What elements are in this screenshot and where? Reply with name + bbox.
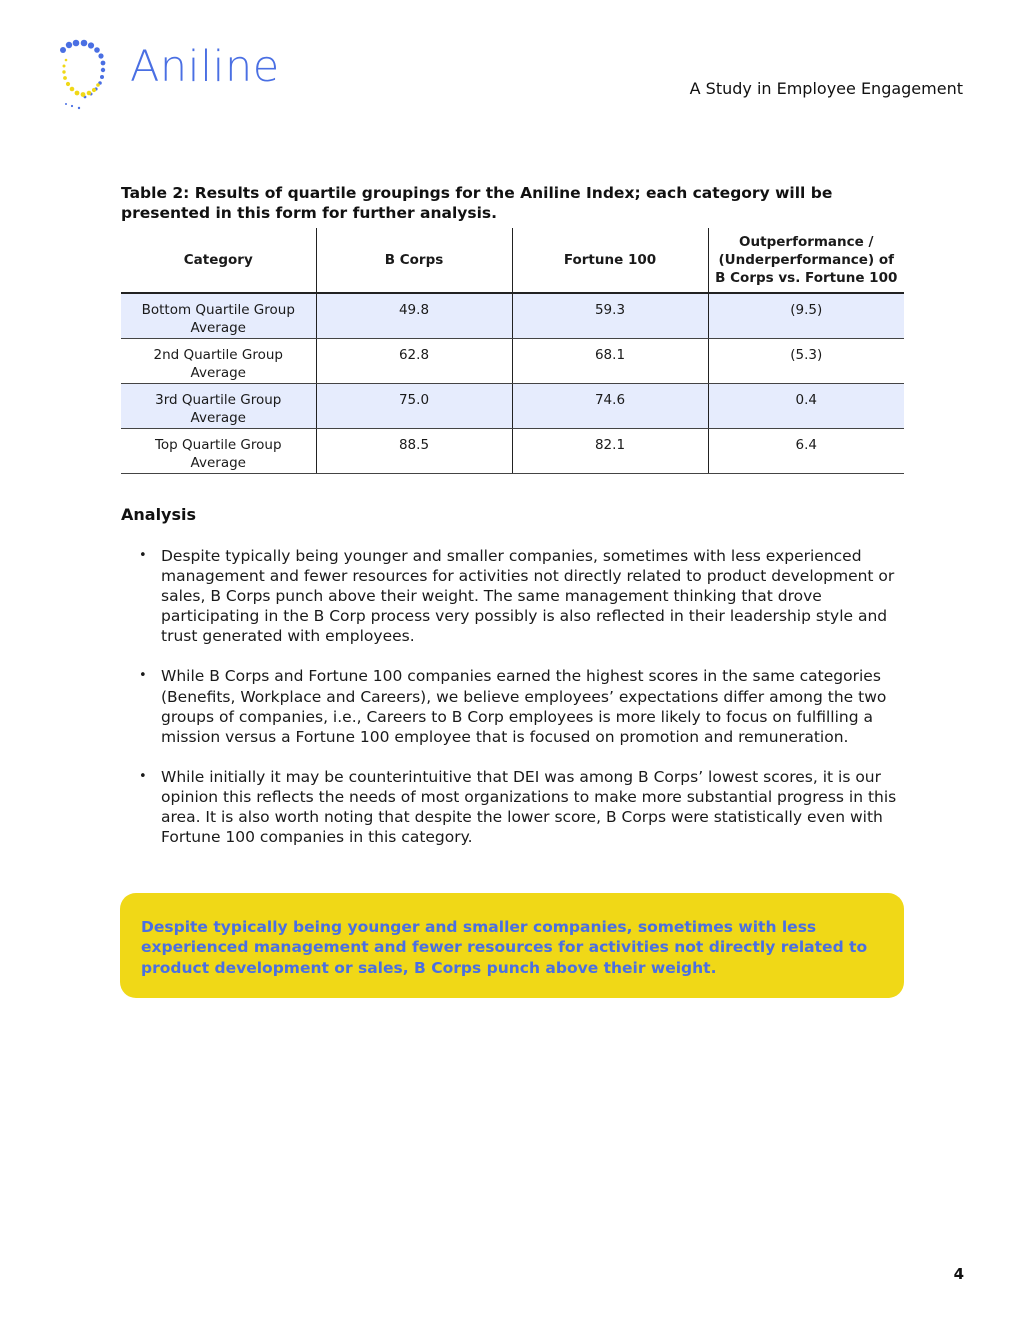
results-table — [121, 228, 904, 474]
list-item-text: While B Corps and Fortune 100 companies earned the highest scores in the same categories (Benefits, Workplace and Careers), we believe employees’ expectations differ among the two groups of companies, i.e., Careers to B Corp employees is more likely to focus on fulfilling a mission versus a Fortune 100 employee that is focused on promotion and remuneration. — [161, 667, 887, 746]
table-row — [121, 383, 904, 428]
aniline-logo — [56, 38, 296, 118]
cell-fortune: 74.6 — [512, 383, 708, 428]
cell-b-corps: 75.0 — [316, 383, 512, 428]
list-item-text: While initially it may be counterintuitive that DEI was among B Corps’ lowest scores, it is our opinion this reflects the needs of most organizations to make more substantial progress in this area. It is also worth noting that despite the lower score, B Corps were statistically even with Fortune 100 companies in this category. — [161, 767, 897, 847]
cell-difference: 6.4 — [708, 428, 904, 473]
cell-b-corps: 88.5 — [316, 428, 512, 473]
analysis-list — [121, 546, 911, 867]
column-header-b-corps: B Corps — [316, 228, 512, 293]
logo-wordmark: Aniline — [130, 42, 280, 92]
list-item — [121, 767, 911, 847]
table-header-row — [121, 228, 904, 293]
cell-fortune: 82.1 — [512, 428, 708, 473]
cell-category: Top Quartile Group Average — [121, 428, 316, 473]
cell-category: Bottom Quartile Group Average — [121, 293, 316, 338]
page-number: 4 — [953, 1265, 964, 1283]
cell-difference: (9.5) — [708, 293, 904, 338]
list-item — [121, 546, 911, 646]
cell-category: 2nd Quartile Group Average — [121, 338, 316, 383]
column-header-category: Category — [121, 228, 316, 293]
document-title: A Study in Employee Engagement — [689, 79, 963, 98]
list-item — [121, 666, 911, 746]
table-caption: Table 2: Results of quartile groupings for the Aniline Index; each category will be presented in this form for further analysis. — [121, 184, 833, 222]
callout-box — [120, 893, 904, 998]
callout-text: Despite typically being younger and smaller companies, sometimes with less experienced management and fewer resources for activities not directly related to product development or sales, B Corps punch above their weight. — [141, 918, 868, 977]
column-header-fortune: Fortune 100 — [512, 228, 708, 293]
cell-b-corps: 49.8 — [316, 293, 512, 338]
aniline-logo-dots-icon — [56, 38, 128, 116]
cell-b-corps: 62.8 — [316, 338, 512, 383]
cell-fortune: 59.3 — [512, 293, 708, 338]
cell-fortune: 68.1 — [512, 338, 708, 383]
bullet-icon: • — [139, 768, 147, 784]
cell-difference: (5.3) — [708, 338, 904, 383]
table-row — [121, 428, 904, 473]
analysis-heading: Analysis — [121, 505, 197, 524]
table-row — [121, 338, 904, 383]
cell-category: 3rd Quartile Group Average — [121, 383, 316, 428]
cell-difference: 0.4 — [708, 383, 904, 428]
bullet-icon: • — [139, 668, 147, 684]
list-item-text: Despite typically being younger and smaller companies, sometimes with less experienced management and fewer resources for activities not directly related to product development or sales, B Corps punch above their weight. The same management thinking that drove participating in the B Corp process very possibly is also reflected in their leadership style and trust generated with employees. — [161, 547, 895, 646]
column-header-performance: Outperformance / (Underperformance) of B Corps vs. Fortune 100 — [708, 228, 904, 293]
table-row — [121, 293, 904, 338]
bullet-icon: • — [139, 548, 147, 563]
